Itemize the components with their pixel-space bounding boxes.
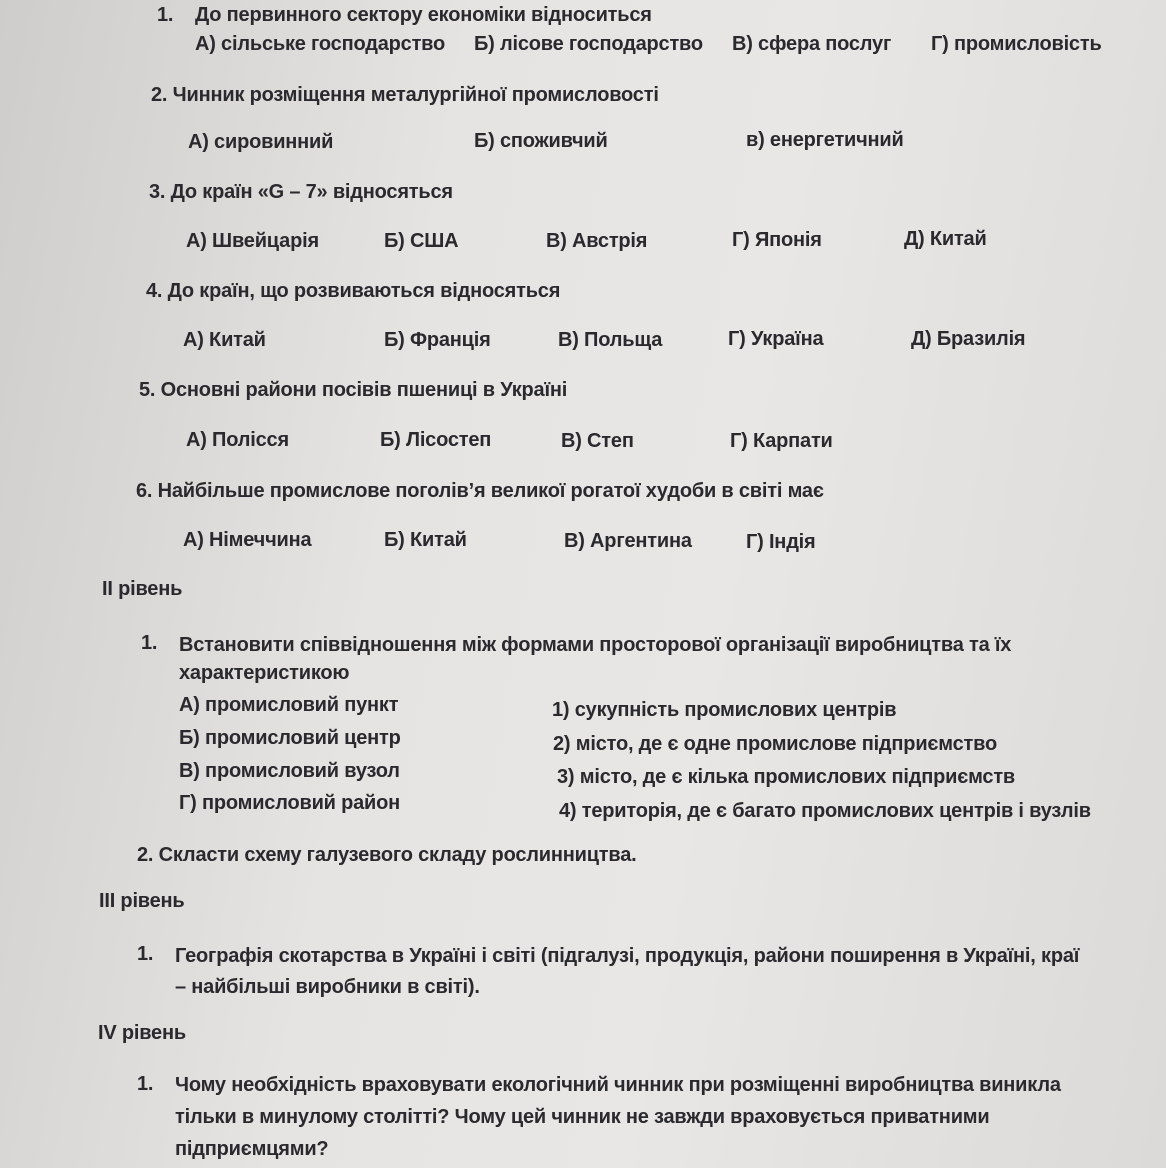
option: Д) Бразилія: [911, 328, 1026, 350]
option: Д) Китай: [904, 228, 987, 250]
match-right-item: 3) місто, де є кілька промислових підприємств: [557, 766, 1016, 788]
question-number: 1.: [157, 4, 174, 26]
question-text-line: характеристикою: [179, 662, 350, 684]
question-number: 1.: [141, 632, 158, 654]
option: А) сільське господарство: [195, 33, 446, 55]
option: А) сировинний: [188, 131, 334, 153]
match-right-item: 1) сукупність промислових центрів: [552, 699, 897, 721]
option: В) сфера послуг: [732, 33, 892, 55]
option: А) Німеччина: [183, 529, 312, 551]
option: Б) Лісостеп: [380, 429, 492, 451]
question-text-line: Встановити співвідношення між формами просторової організації виробництва та їх: [179, 634, 1012, 656]
question-text-line: тільки в минулому столітті? Чому цей чинник не завжди враховується приватними: [175, 1106, 990, 1128]
question-number: 1.: [137, 943, 154, 965]
option: А) Швейцарія: [186, 230, 319, 252]
match-left-item: Б) промисловий центр: [179, 727, 401, 749]
match-left-item: А) промисловий пункт: [179, 694, 399, 716]
question-text-line: Чому необхідність враховувати екологічний чинник при розміщенні виробництва виникла: [175, 1074, 1061, 1096]
option: А) Китай: [183, 329, 266, 351]
option: Б) споживчий: [474, 130, 608, 152]
question-6-text: 6. Найбільше промислове поголів’я великої рогатої худоби в світі має: [136, 480, 824, 502]
match-left-item: В) промисловий вузол: [179, 760, 400, 782]
option: В) Степ: [561, 430, 634, 452]
question-text-line: Географія скотарства в Україні і світі (підгалузі, продукція, райони поширення в Україні, краї: [175, 945, 1080, 967]
option: А) Полісся: [186, 429, 289, 451]
level-heading: IV рівень: [98, 1022, 186, 1044]
option: В) Польща: [558, 329, 663, 351]
question-3-text: 3. До країн «G – 7» відносяться: [149, 181, 453, 203]
option: Б) Китай: [384, 529, 467, 551]
option: В) Австрія: [546, 230, 648, 252]
question-4-text: 4. До країн, що розвиваються відносяться: [146, 280, 561, 302]
option: Б) США: [384, 230, 459, 252]
question-text-line: підприємцями?: [175, 1138, 329, 1160]
option: Г) Японія: [732, 229, 822, 251]
option: Б) Франція: [384, 329, 491, 351]
question-1-text: До первинного сектору економіки відноситься: [195, 4, 652, 26]
option: Г) Україна: [728, 328, 824, 350]
question-text-line: – найбільші виробники в світі).: [175, 976, 480, 998]
match-right-item: 2) місто, де є одне промислове підприємство: [553, 733, 997, 755]
level-heading: ІІ рівень: [102, 578, 183, 600]
question-2-text: 2. Скласти схему галузевого складу рослинництва.: [137, 844, 637, 866]
option: в) енергетичний: [746, 129, 904, 151]
option: В) Аргентина: [564, 530, 692, 552]
option: Г) Карпати: [730, 430, 833, 452]
match-right-item: 4) територія, де є багато промислових центрів і вузлів: [559, 800, 1091, 822]
option: Г) Індія: [746, 531, 816, 553]
option: Г) промисловість: [931, 33, 1102, 55]
question-5-text: 5. Основні райони посівів пшениці в Україні: [139, 379, 568, 401]
question-2-text: 2. Чинник розміщення металургійної промисловості: [151, 84, 659, 106]
match-left-item: Г) промисловий район: [179, 792, 401, 814]
level-heading: ІІІ рівень: [99, 890, 185, 912]
question-number: 1.: [137, 1073, 154, 1095]
option: Б) лісове господарство: [474, 33, 703, 55]
